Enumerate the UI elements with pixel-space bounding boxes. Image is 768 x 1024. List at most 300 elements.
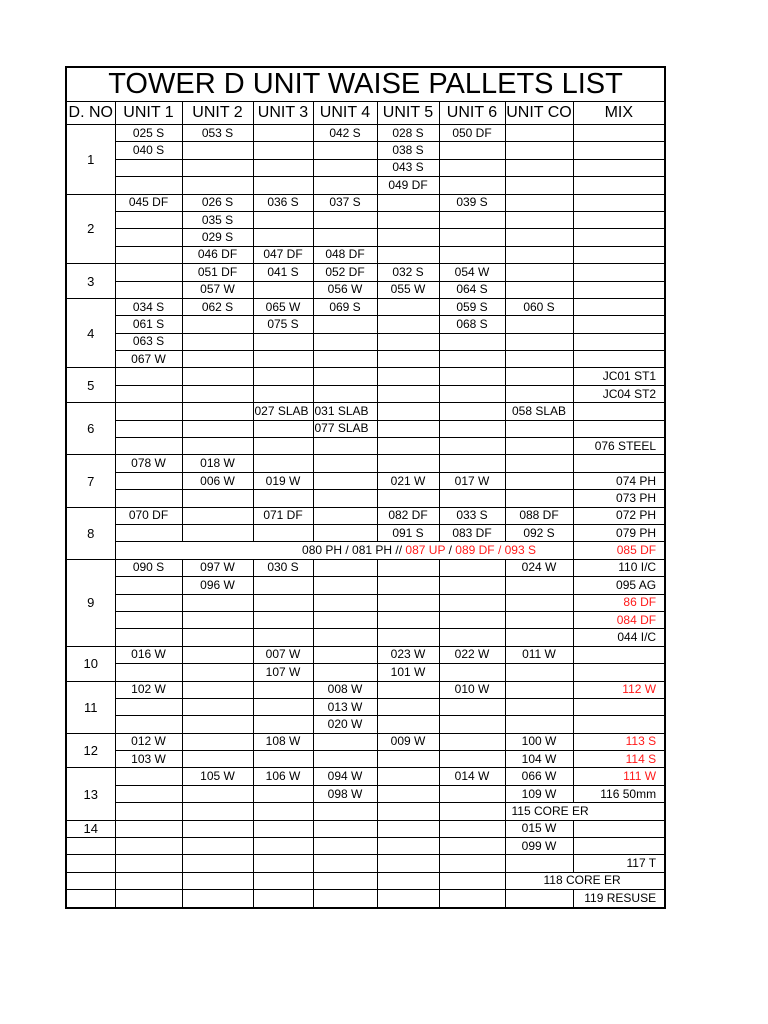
table-cell: 050 DF <box>439 125 505 142</box>
table-cell <box>313 142 377 159</box>
table-cell <box>182 855 253 872</box>
table-row <box>66 385 665 402</box>
table-cell: 034 S <box>115 298 182 315</box>
table-cell: 027 SLAB <box>253 403 313 420</box>
table-cell <box>439 159 505 176</box>
table-cell <box>182 716 253 733</box>
table-cell: 065 W <box>253 298 313 315</box>
table-cell <box>439 420 505 437</box>
pallet-table <box>65 66 666 909</box>
table-cell: 107 W <box>253 664 313 681</box>
table-cell <box>115 890 182 908</box>
table-cell <box>115 872 182 889</box>
table-cell <box>573 664 665 681</box>
table-cell <box>313 159 377 176</box>
table-cell <box>115 785 182 802</box>
table-cell <box>377 577 439 594</box>
table-cell <box>439 229 505 246</box>
table-row <box>66 438 665 455</box>
table-cell: 106 W <box>253 768 313 785</box>
table-cell <box>505 681 573 698</box>
table-cell <box>115 177 182 194</box>
table-row <box>66 751 665 768</box>
table-row <box>66 559 665 576</box>
table-cell <box>377 820 439 837</box>
table-cell <box>377 559 439 576</box>
table-cell <box>182 594 253 611</box>
dno-cell: 5 <box>66 368 115 403</box>
table-cell: 062 S <box>182 298 253 315</box>
table-cell <box>313 177 377 194</box>
table-cell <box>439 698 505 715</box>
table-cell <box>313 455 377 472</box>
table-cell <box>115 490 182 507</box>
table-cell: 073 PH <box>573 490 665 507</box>
table-cell <box>505 211 573 228</box>
table-cell <box>573 229 665 246</box>
table-cell <box>115 594 182 611</box>
table-cell <box>377 403 439 420</box>
table-row <box>66 594 665 611</box>
table-row <box>66 890 665 908</box>
dno-cell: 7 <box>66 455 115 507</box>
table-cell <box>377 455 439 472</box>
table-cell: 108 W <box>253 733 313 750</box>
table-cell <box>505 855 573 872</box>
table-cell <box>182 403 253 420</box>
table-cell <box>313 490 377 507</box>
table-cell: 047 DF <box>253 246 313 263</box>
table-cell <box>66 872 115 889</box>
table-cell: 037 S <box>313 194 377 211</box>
table-row <box>66 681 665 698</box>
table-cell <box>505 159 573 176</box>
table-cell <box>505 142 573 159</box>
table-cell <box>313 820 377 837</box>
table-cell <box>505 246 573 263</box>
table-cell <box>505 611 573 628</box>
table-cell <box>115 229 182 246</box>
table-cell <box>182 333 253 350</box>
table-cell <box>115 472 182 489</box>
table-cell: 088 DF <box>505 507 573 524</box>
table-cell: 099 W <box>505 838 573 855</box>
table-cell: 008 W <box>313 681 377 698</box>
table-cell: 063 S <box>115 333 182 350</box>
table-row <box>66 211 665 228</box>
table-cell <box>439 333 505 350</box>
table-cell: 092 S <box>505 524 573 541</box>
table-cell: 011 W <box>505 646 573 663</box>
table-row <box>66 507 665 524</box>
table-cell <box>182 507 253 524</box>
table-cell: 022 W <box>439 646 505 663</box>
table-cell <box>253 577 313 594</box>
table-cell: 023 W <box>377 646 439 663</box>
header-unit-co: UNIT CO <box>505 102 573 125</box>
table-cell: 045 DF <box>115 194 182 211</box>
table-cell: 058 SLAB <box>505 403 573 420</box>
table-cell <box>505 385 573 402</box>
table-cell: 043 S <box>377 159 439 176</box>
table-cell <box>573 159 665 176</box>
table-cell <box>313 664 377 681</box>
table-cell: 012 W <box>115 733 182 750</box>
table-cell <box>573 820 665 837</box>
table-row <box>66 246 665 263</box>
table-cell: 072 PH <box>573 507 665 524</box>
table-cell: 026 S <box>182 194 253 211</box>
table-cell <box>377 872 439 889</box>
table-row <box>66 351 665 368</box>
table-cell <box>253 333 313 350</box>
table-cell <box>182 420 253 437</box>
table-cell <box>505 438 573 455</box>
table-row <box>66 403 665 420</box>
table-cell: 018 W <box>182 455 253 472</box>
table-cell <box>313 438 377 455</box>
table-cell <box>439 716 505 733</box>
table-cell <box>439 403 505 420</box>
table-cell <box>573 716 665 733</box>
table-cell <box>66 890 115 908</box>
table-cell: 096 W <box>182 577 253 594</box>
merged-core-cell: 118 CORE ER <box>505 872 665 889</box>
table-cell: 110 I/C <box>573 559 665 576</box>
table-cell: 009 W <box>377 733 439 750</box>
table-cell <box>505 890 573 908</box>
table-cell: 016 W <box>115 646 182 663</box>
table-cell <box>313 872 377 889</box>
table-cell <box>439 785 505 802</box>
header-mix: MIX <box>573 102 665 125</box>
table-cell <box>573 246 665 263</box>
table-row <box>66 768 665 785</box>
table-cell: 021 W <box>377 472 439 489</box>
table-cell <box>115 420 182 437</box>
table-cell: 049 DF <box>377 177 439 194</box>
header-unit-6: UNIT 6 <box>439 102 505 125</box>
table-cell: 102 W <box>115 681 182 698</box>
table-cell <box>182 785 253 802</box>
header-unit-1: UNIT 1 <box>115 102 182 125</box>
table-row <box>66 803 665 820</box>
table-cell <box>313 855 377 872</box>
table-cell <box>115 611 182 628</box>
table-cell <box>253 803 313 820</box>
table-cell <box>505 629 573 646</box>
table-cell: 025 S <box>115 125 182 142</box>
table-cell <box>377 803 439 820</box>
merged-core-cell: 115 CORE ER <box>505 803 665 820</box>
table-cell: 019 W <box>253 472 313 489</box>
table-cell <box>439 490 505 507</box>
table-cell <box>439 142 505 159</box>
table-cell <box>439 890 505 908</box>
table-cell <box>573 646 665 663</box>
note-separator: / <box>448 543 452 558</box>
table-row <box>66 872 665 889</box>
table-row <box>66 820 665 837</box>
table-cell <box>505 455 573 472</box>
table-cell <box>573 281 665 298</box>
table-cell: 044 I/C <box>573 629 665 646</box>
table-cell: 054 W <box>439 264 505 281</box>
header-unit-3: UNIT 3 <box>253 102 313 125</box>
table-cell <box>573 698 665 715</box>
table-row <box>66 542 665 559</box>
table-cell <box>182 751 253 768</box>
table-cell: 010 W <box>439 681 505 698</box>
table-cell <box>505 351 573 368</box>
table-cell <box>377 333 439 350</box>
table-cell <box>115 159 182 176</box>
table-cell <box>439 820 505 837</box>
dno-cell: 4 <box>66 298 115 368</box>
table-row <box>66 646 665 663</box>
table-cell <box>377 385 439 402</box>
dno-cell: 13 <box>66 768 115 820</box>
table-cell: 067 W <box>115 351 182 368</box>
table-cell <box>377 594 439 611</box>
table-cell: 059 S <box>439 298 505 315</box>
table-cell: 056 W <box>313 281 377 298</box>
table-cell <box>377 698 439 715</box>
table-row <box>66 142 665 159</box>
header-dno: D. NO <box>66 102 115 125</box>
table-cell <box>115 664 182 681</box>
table-cell <box>505 577 573 594</box>
table-cell <box>505 316 573 333</box>
dno-cell: 1 <box>66 125 115 195</box>
table-row <box>66 629 665 646</box>
table-cell <box>115 803 182 820</box>
table-cell <box>253 890 313 908</box>
table-cell <box>573 211 665 228</box>
table-cell: 069 S <box>313 298 377 315</box>
table-cell: 112 W <box>573 681 665 698</box>
table-cell <box>439 629 505 646</box>
table-cell <box>439 211 505 228</box>
table-cell: 064 S <box>439 281 505 298</box>
table-cell <box>505 716 573 733</box>
table-cell: 031 SLAB <box>313 403 377 420</box>
table-cell: 074 PH <box>573 472 665 489</box>
table-cell <box>505 125 573 142</box>
table-cell <box>182 316 253 333</box>
table-cell <box>573 403 665 420</box>
table-cell <box>505 281 573 298</box>
table-cell <box>182 438 253 455</box>
table-cell <box>377 298 439 315</box>
table-cell <box>253 611 313 628</box>
table-cell <box>182 524 253 541</box>
table-cell <box>313 733 377 750</box>
table-cell <box>182 611 253 628</box>
table-cell <box>253 159 313 176</box>
table-cell <box>377 438 439 455</box>
table-cell <box>439 577 505 594</box>
note-red-up: 087 UP <box>405 543 446 558</box>
table-cell <box>439 838 505 855</box>
table-cell: 076 STEEL <box>573 438 665 455</box>
table-cell <box>439 594 505 611</box>
table-cell: 090 S <box>115 559 182 576</box>
table-cell <box>505 333 573 350</box>
table-cell <box>377 629 439 646</box>
table-row <box>66 368 665 385</box>
table-cell <box>313 507 377 524</box>
table-cell <box>439 385 505 402</box>
table-cell <box>439 611 505 628</box>
table-cell: 017 W <box>439 472 505 489</box>
table-cell: 113 S <box>573 733 665 750</box>
table-cell <box>115 820 182 837</box>
table-cell <box>253 385 313 402</box>
table-cell: 116 50mm <box>573 785 665 802</box>
table-cell <box>313 333 377 350</box>
table-cell <box>182 681 253 698</box>
table-cell: 035 S <box>182 211 253 228</box>
table-row <box>66 229 665 246</box>
table-cell: 041 S <box>253 264 313 281</box>
table-row <box>66 733 665 750</box>
table-cell <box>505 368 573 385</box>
table-cell <box>253 785 313 802</box>
table-cell <box>439 455 505 472</box>
table-cell <box>505 594 573 611</box>
table-cell <box>573 333 665 350</box>
table-cell: 046 DF <box>182 246 253 263</box>
table-row <box>66 316 665 333</box>
table-cell <box>377 490 439 507</box>
table-cell <box>115 438 182 455</box>
table-cell <box>253 716 313 733</box>
table-row <box>66 125 665 142</box>
table-cell: 057 W <box>182 281 253 298</box>
table-cell <box>182 368 253 385</box>
table-cell <box>377 838 439 855</box>
table-cell <box>377 890 439 908</box>
table-cell <box>253 455 313 472</box>
table-cell: 079 PH <box>573 524 665 541</box>
table-cell <box>439 664 505 681</box>
table-cell <box>573 264 665 281</box>
table-cell <box>505 177 573 194</box>
table-cell: 085 DF <box>573 542 665 559</box>
table-cell <box>253 177 313 194</box>
table-cell <box>182 142 253 159</box>
table-cell <box>313 351 377 368</box>
dno-cell: 14 <box>66 820 115 837</box>
table-cell <box>313 803 377 820</box>
table-cell: 066 W <box>505 768 573 785</box>
table-cell: 075 S <box>253 316 313 333</box>
table-cell <box>573 298 665 315</box>
dno-cell: 11 <box>66 681 115 733</box>
table-cell <box>505 194 573 211</box>
table-cell: 048 DF <box>313 246 377 263</box>
table-cell <box>377 194 439 211</box>
table-row <box>66 420 665 437</box>
table-cell <box>377 211 439 228</box>
table-cell <box>115 768 182 785</box>
table-cell: 104 W <box>505 751 573 768</box>
table-cell: 098 W <box>313 785 377 802</box>
table-cell: JC01 ST1 <box>573 368 665 385</box>
table-cell <box>313 524 377 541</box>
table-cell <box>115 368 182 385</box>
table-cell <box>253 872 313 889</box>
table-cell <box>182 159 253 176</box>
table-cell <box>313 385 377 402</box>
table-cell <box>573 351 665 368</box>
table-cell: 052 DF <box>313 264 377 281</box>
table-cell: 103 W <box>115 751 182 768</box>
table-cell <box>115 403 182 420</box>
table-cell: 014 W <box>439 768 505 785</box>
table-cell <box>115 855 182 872</box>
table-cell <box>377 229 439 246</box>
table-cell <box>377 611 439 628</box>
table-cell <box>313 646 377 663</box>
table-cell <box>505 229 573 246</box>
pallet-sheet <box>65 66 666 909</box>
table-cell: 101 W <box>377 664 439 681</box>
table-cell <box>182 803 253 820</box>
table-cell <box>377 368 439 385</box>
table-cell <box>377 246 439 263</box>
table-cell: 070 DF <box>115 507 182 524</box>
table-cell <box>573 838 665 855</box>
table-cell <box>313 368 377 385</box>
table-cell <box>115 385 182 402</box>
table-cell <box>313 611 377 628</box>
table-row <box>66 855 665 872</box>
table-cell <box>253 229 313 246</box>
table-cell <box>182 698 253 715</box>
table-cell <box>253 368 313 385</box>
table-row <box>66 838 665 855</box>
table-row <box>66 716 665 733</box>
table-cell <box>573 316 665 333</box>
table-cell <box>253 125 313 142</box>
table-cell: 082 DF <box>377 507 439 524</box>
table-cell <box>377 716 439 733</box>
table-row <box>66 611 665 628</box>
table-cell: 038 S <box>377 142 439 159</box>
table-cell: 119 RESUSE <box>573 890 665 908</box>
table-cell <box>439 351 505 368</box>
table-cell <box>115 211 182 228</box>
table-cell: 024 W <box>505 559 573 576</box>
page-title: TOWER D UNIT WAISE PALLETS LIST <box>66 67 665 102</box>
table-cell: 042 S <box>313 125 377 142</box>
table-cell <box>182 838 253 855</box>
table-cell: 020 W <box>313 716 377 733</box>
table-cell: 077 SLAB <box>313 420 377 437</box>
header-unit-2: UNIT 2 <box>182 102 253 125</box>
table-cell: 040 S <box>115 142 182 159</box>
table-cell <box>182 646 253 663</box>
table-cell: 084 DF <box>573 611 665 628</box>
table-cell <box>253 820 313 837</box>
table-cell: 055 W <box>377 281 439 298</box>
table-cell <box>377 351 439 368</box>
table-cell: 078 W <box>115 455 182 472</box>
table-cell <box>505 264 573 281</box>
table-cell: 039 S <box>439 194 505 211</box>
